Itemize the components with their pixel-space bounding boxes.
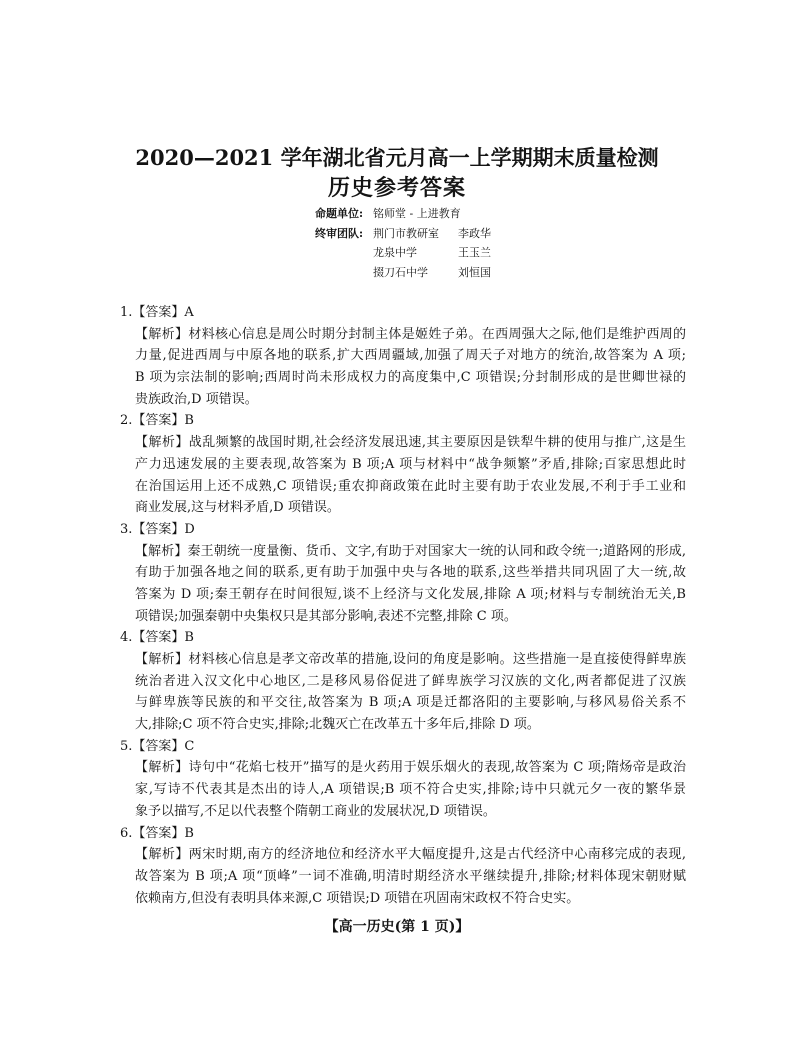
reviewer-unit: 龙泉中学 — [373, 246, 417, 260]
reviewer-name: 李政华 — [458, 226, 491, 240]
answer-value: 【答案】D — [132, 521, 195, 537]
analysis-line: 【解析】诗句中“花焰七枝开”描写的是火药用于娱乐烟火的表现,故答案为 C 项;隋炀帝是政治 — [135, 760, 686, 776]
reviewer-unit: 掇刀石中学 — [373, 265, 428, 279]
issuer-name: 铭师堂 - 上进教育 — [373, 207, 461, 220]
answer-line — [120, 519, 686, 541]
question-number: 6. — [120, 825, 133, 841]
analysis-line: 故答案为 B 项;A 项“顶峰”一词不准确,明清时期经济水平继续提升,排除;材料体现宋朝财赋 — [135, 868, 686, 884]
analysis-line: B 项为宗法制的影响;西周时尚未形成权力的高度集中,C 项错误;分封制形成的是世卿世禄的 — [135, 370, 686, 386]
credits — [315, 204, 491, 282]
page-subtitle: 历史参考答案 — [327, 175, 466, 201]
reviewer-name: 刘恒国 — [458, 265, 491, 279]
answer-value: 【答案】B — [132, 825, 194, 841]
analysis-line: 象予以描写,不足以代表整个隋朝工商业的发展状况,D 项错误。 — [135, 803, 496, 819]
review-label: 终审团队: — [315, 226, 364, 240]
answer-item-3 — [120, 519, 686, 627]
analysis-line: 家,写诗不代表其是杰出的诗人,A 项错误;B 项不符合史实,排除;诗中只就元夕一夜的繁华景 — [135, 782, 686, 798]
analysis-line: 在治国运用上还不成熟,C 项错误;重农抑商政策在此时主要有助于农业发展,不利于手工业和 — [135, 478, 686, 494]
reviewer-unit: 荆门市教研室 — [373, 226, 439, 240]
answer-line — [120, 627, 686, 649]
analysis-line: 【解析】两宋时期,南方的经济地位和经济水平大幅度提升,这是古代经济中心南移完成的表现, — [135, 847, 686, 863]
analysis-line: 答案为 D 项;秦王朝存在时间很短,谈不上经济与文化发展,排除 A 项;材料与专制统治无关,B — [135, 586, 686, 602]
question-number: 5. — [120, 738, 133, 754]
analysis-line: 依赖南方,但没有表明具体来源,C 项错误;D 项错在巩固南宋政权不符合史实。 — [135, 890, 580, 906]
page-footer: 【高一历史(第 1 页)】 — [324, 919, 470, 935]
answer-value: 【答案】C — [132, 738, 195, 754]
answer-line — [120, 410, 686, 432]
analysis-line: 【解析】战乱频繁的战国时期,社会经济发展迅速,其主要原因是铁犁牛耕的使用与推广,这是生 — [135, 435, 686, 451]
question-number: 4. — [120, 630, 133, 646]
answer-value: 【答案】B — [132, 630, 194, 646]
answer-item-4 — [120, 627, 686, 735]
answer-value: 【答案】A — [132, 305, 194, 320]
analysis-line: 【解析】秦王朝统一度量衡、货币、文字,有助于对国家大一统的认同和政令统一;道路网的形成, — [135, 543, 686, 559]
issuer-label: 命题单位: — [315, 207, 364, 220]
question-number: 2. — [120, 413, 133, 429]
answer-line — [120, 823, 686, 845]
answer-item-6 — [120, 823, 686, 910]
credit-row-reviewer — [315, 224, 491, 244]
analysis-line: 项错误;加强秦朝中央集权只是其部分影响,表述不完整,排除 C 项。 — [135, 608, 517, 624]
answer-value: 【答案】B — [132, 413, 194, 429]
answer-list — [120, 302, 686, 909]
credit-row-reviewer — [315, 263, 491, 283]
credit-row-reviewer — [315, 243, 491, 263]
answer-item-1 — [120, 302, 686, 410]
answer-line — [120, 736, 686, 758]
page-title: 2020—2021 学年湖北省元月高一上学期期末质量检测 — [135, 145, 659, 170]
credit-row-issuer — [315, 204, 491, 224]
analysis-line: 有助于加强各地之间的联系,更有助于加强中央与各地的联系,这些举措共同巩固了大一统,故 — [135, 565, 686, 581]
question-number: 3. — [120, 521, 133, 537]
analysis-line: 【解析】材料核心信息是周公时期分封制主体是姬姓子弟。在西周强大之际,他们是维护西周的 — [135, 326, 686, 342]
answer-line — [120, 302, 686, 324]
analysis-line: 统治者进入汉文化中心地区,二是移风易俗促进了鲜卑族学习汉族的文化,两者都促进了汉族 — [135, 673, 686, 689]
question-number: 1. — [120, 305, 133, 320]
analysis-line: 大,排除;C 项不符合史实,排除;北魏灭亡在改革五十多年后,排除 D 项。 — [135, 717, 540, 733]
answer-item-2 — [120, 410, 686, 518]
analysis-line: 贵族政治,D 项错误。 — [135, 391, 258, 407]
analysis-line: 与鲜卑族等民族的和平交往,故答案为 B 项;A 项是迁都洛阳的主要影响,与移风易俗关系不 — [135, 695, 686, 711]
analysis-line: 力量,促进西周与中原各地的联系,扩大西周疆域,加强了周天子对地方的统治,故答案为 A 项; — [135, 348, 686, 364]
analysis-line: 商业发展,这与材料矛盾,D 项错误。 — [135, 500, 340, 516]
answer-item-5 — [120, 736, 686, 823]
analysis-line: 产力迅速发展的主要表现,故答案为 B 项;A 项与材料中“战争频繁”矛盾,排除;百家思想此时 — [135, 456, 686, 472]
reviewer-name: 王玉兰 — [458, 246, 491, 260]
analysis-line: 【解析】材料核心信息是孝文帝改革的措施,设问的角度是影响。这些措施一是直接使得鲜卑族 — [135, 652, 686, 667]
